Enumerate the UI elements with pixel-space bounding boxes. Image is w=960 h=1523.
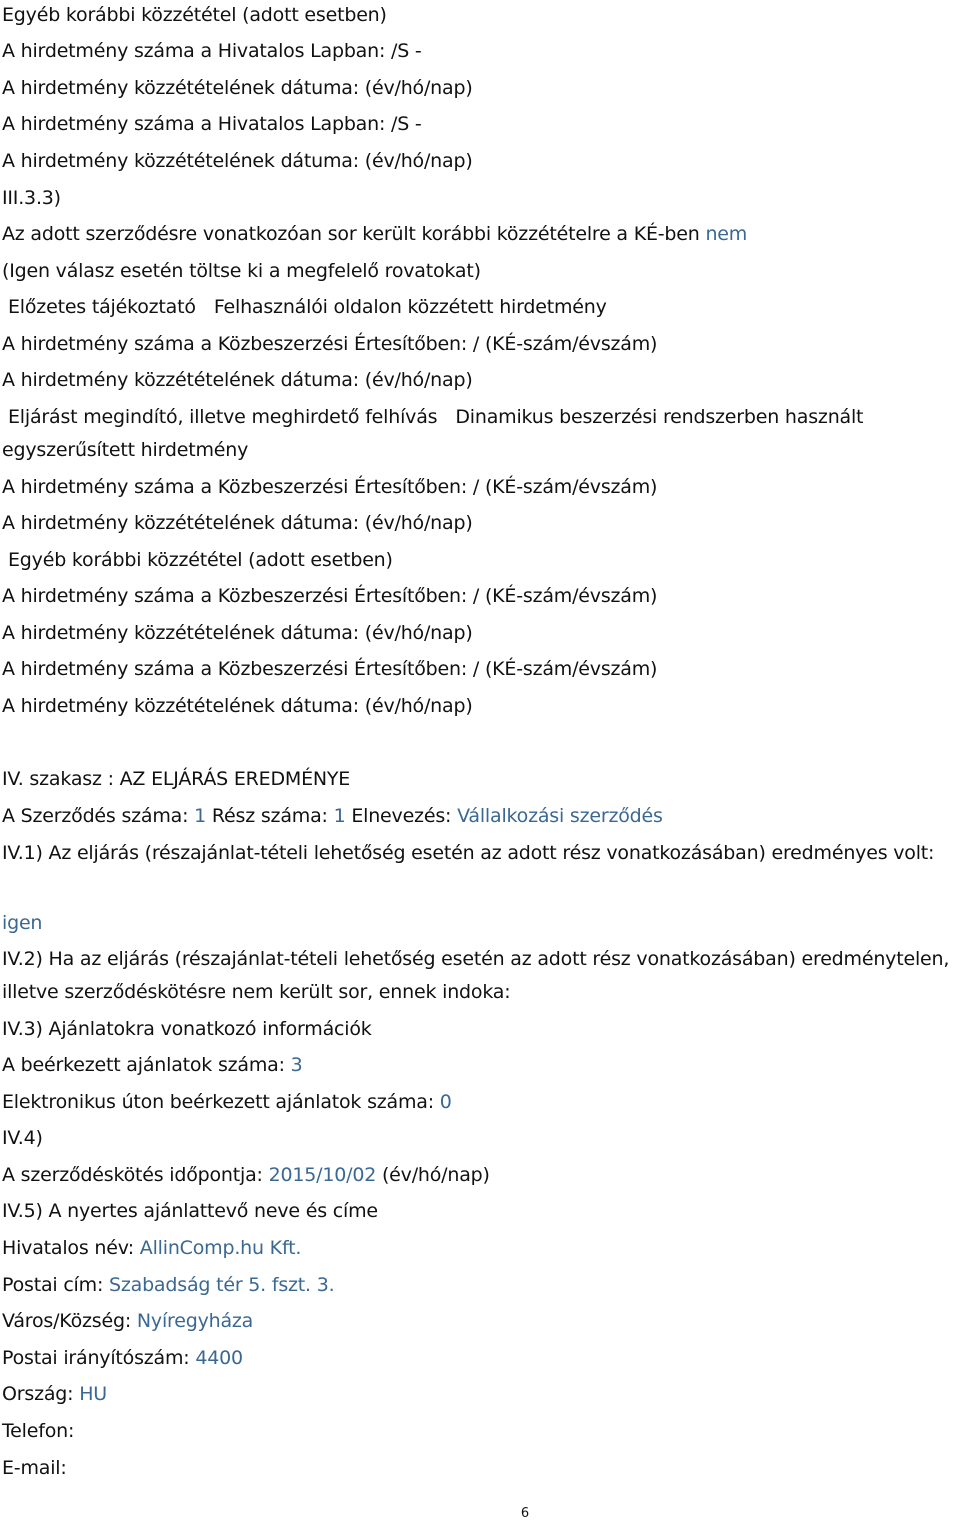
country — [2, 1382, 958, 1406]
official-name — [2, 1236, 958, 1260]
iv5-heading: IV.5) A nyertes ajánlattevő neve és címe — [2, 1200, 378, 1222]
contract-title-label: Elnevezés: — [351, 805, 452, 827]
email-label: E-mail: — [2, 1457, 67, 1479]
publication-date: A hirdetmény közzétételének dátuma: (év/hó/nap) — [2, 622, 473, 644]
city-label: Város/Község: — [2, 1310, 132, 1332]
ojeu-notice-number: A hirdetmény száma a Hivatalos Lapban: /S - — [2, 40, 422, 62]
other-prior-publication: Egyéb korábbi közzététel (adott esetben) — [8, 549, 393, 571]
question-answer: nem — [705, 223, 748, 245]
contract-date-value: 2015/10/02 — [268, 1164, 377, 1186]
publication-date: A hirdetmény közzétételének dátuma: (év/hó/nap) — [2, 512, 473, 534]
postcode — [2, 1346, 958, 1370]
ke-notice-number: A hirdetmény száma a Közbeszerzési Értesítőben: / (KÉ-szám/évszám) — [2, 585, 658, 607]
lot-number-label: Rész száma: — [211, 805, 328, 827]
section-heading-iii-3-3: III.3.3) — [2, 187, 61, 209]
contract-number-value: 1 — [194, 805, 207, 827]
dps-notice-label: Dinamikus beszerzési rendszerben használt — [455, 406, 864, 428]
ke-notice-number: A hirdetmény száma a Közbeszerzési Értesítőben: / (KÉ-szám/évszám) — [2, 658, 658, 680]
official-name-value: AllinComp.hu Kft. — [139, 1237, 302, 1259]
electronic-offers-value: 0 — [439, 1091, 452, 1113]
postal-address — [2, 1273, 958, 1297]
other-prior-publication: Egyéb korábbi közzététel (adott esetben) — [2, 4, 387, 26]
section-heading-iv: IV. szakasz : AZ ELJÁRÁS EREDMÉNYE — [2, 768, 351, 790]
question-text: Az adott szerződésre vonatkozóan sor került korábbi közzétételre a KÉ-ben — [2, 223, 700, 245]
publication-date: A hirdetmény közzétételének dátuma: (év/hó/nap) — [2, 369, 473, 391]
publication-date: A hirdetmény közzétételének dátuma: (év/hó/nap) — [2, 695, 473, 717]
page-number: 6 — [520, 1506, 530, 1521]
postal-address-value: Szabadság tér 5. fszt. 3. — [109, 1274, 335, 1296]
prior-publication-question — [2, 222, 958, 246]
postcode-value: 4400 — [195, 1347, 243, 1369]
ke-notice-number: A hirdetmény száma a Közbeszerzési Értesítőben: / (KÉ-szám/évszám) — [2, 333, 658, 355]
contract-date-format: (év/hó/nap) — [381, 1164, 490, 1186]
city — [2, 1309, 958, 1333]
contract-identification — [2, 804, 958, 828]
postal-address-label: Postai cím: — [2, 1274, 104, 1296]
ke-notice-number: A hirdetmény száma a Közbeszerzési Értesítőben: / (KÉ-szám/évszám) — [2, 476, 658, 498]
iv1-question: IV.1) Az eljárás (részajánlat-tételi lehetőség esetén az adott rész vonatkozásában) eredményes volt: — [2, 842, 935, 864]
dps-notice-label-continued: egyszerűsített hirdetmény — [2, 439, 249, 461]
iv3-heading: IV.3) Ajánlatokra vonatkozó információk — [2, 1018, 372, 1040]
contract-date-label: A szerződéskötés időpontja: — [2, 1164, 263, 1186]
iv4-heading: IV.4) — [2, 1127, 43, 1149]
publication-date: A hirdetmény közzétételének dátuma: (év/hó/nap) — [2, 77, 473, 99]
electronic-offers — [2, 1090, 958, 1114]
phone-label: Telefon: — [2, 1420, 75, 1442]
buyer-profile-label: Felhasználói oldalon közzétett hirdetmény — [213, 296, 607, 318]
contract-title-value: Vállalkozási szerződés — [457, 805, 663, 827]
contract-notice-options — [8, 405, 958, 429]
ojeu-notice-number: A hirdetmény száma a Hivatalos Lapban: /S - — [2, 113, 422, 135]
lot-number-value: 1 — [333, 805, 346, 827]
contract-notice-label: Eljárást megindító, illetve meghirdető felhívás — [8, 406, 438, 428]
electronic-offers-label: Elektronikus úton beérkezett ajánlatok száma: — [2, 1091, 434, 1113]
country-value: HU — [79, 1383, 107, 1405]
contract-number-label: A Szerződés száma: — [2, 805, 189, 827]
instruction-note: (Igen válasz esetén töltse ki a megfelelő rovatokat) — [2, 260, 481, 282]
iv1-answer: igen — [2, 912, 43, 934]
prior-info-options — [8, 295, 958, 319]
city-value: Nyíregyháza — [136, 1310, 254, 1332]
contract-date — [2, 1163, 958, 1187]
publication-date: A hirdetmény közzétételének dátuma: (év/hó/nap) — [2, 150, 473, 172]
prior-information-label: Előzetes tájékoztató — [8, 296, 196, 318]
offers-received — [2, 1053, 958, 1077]
offers-received-label: A beérkezett ajánlatok száma: — [2, 1054, 285, 1076]
offers-received-value: 3 — [290, 1054, 303, 1076]
iv2-question: IV.2) Ha az eljárás (részajánlat-tételi lehetőség esetén az adott rész vonatkozásában) eredménytelen, illetve szerződéskötésre nem került sor, ennek indoka: — [2, 948, 950, 1003]
official-name-label: Hivatalos név: — [2, 1237, 134, 1259]
country-label: Ország: — [2, 1383, 74, 1405]
postcode-label: Postai irányítószám: — [2, 1347, 190, 1369]
